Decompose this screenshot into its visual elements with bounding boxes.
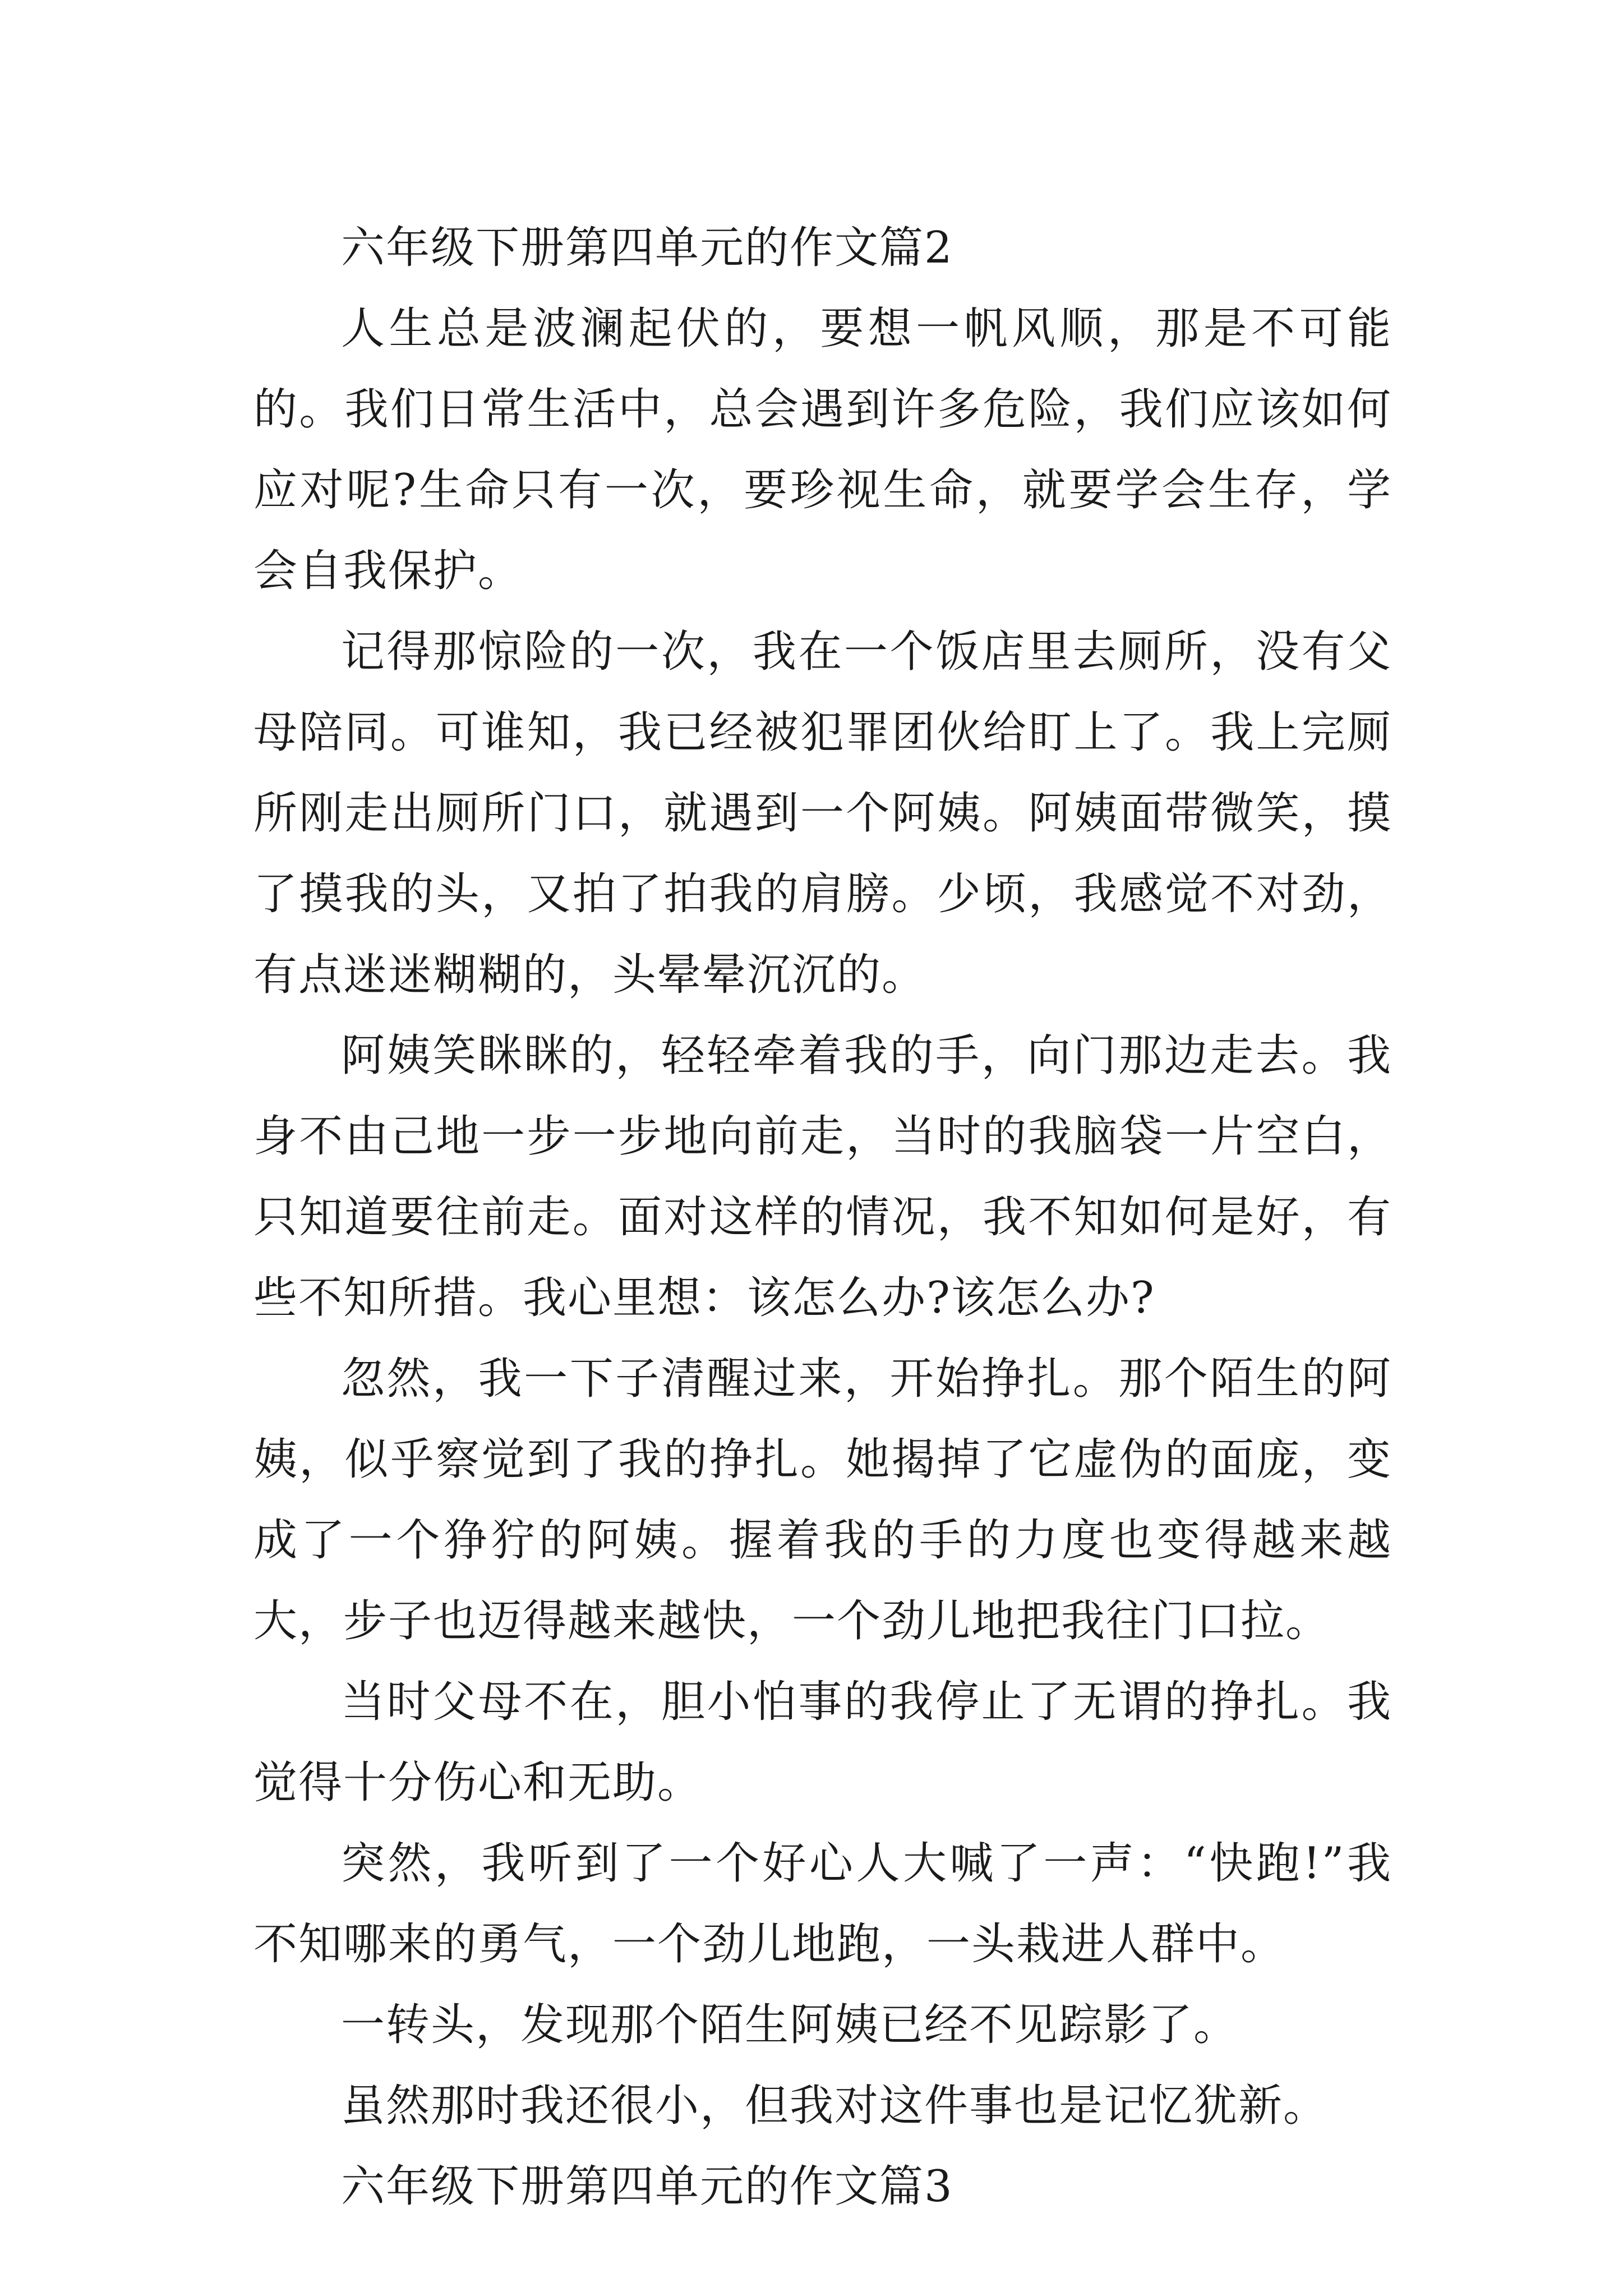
essay-body <box>253 208 1392 2227</box>
section-heading: 六年级下册第四单元的作文篇3 <box>341 2161 953 2212</box>
paragraph: 突然，我听到了一个好心人大喊了一声：“快跑!”我不知哪来的勇气，一个劲儿地跑，一头栽进人群中。 <box>253 1838 1392 1970</box>
paragraph: 一转头，发现那个陌生阿姨已经不见踪影了。 <box>341 2000 1239 2050</box>
section-heading: 六年级下册第四单元的作文篇2 <box>341 223 953 273</box>
paragraph: 人生总是波澜起伏的，要想一帆风顺，那是不可能的。我们日常生活中，总会遇到许多危险，我们应该如何应对呢?生命只有一次，要珍视生命，就要学会生存，学会自我保护。 <box>253 303 1392 596</box>
paragraph: 虽然那时我还很小，但我对这件事也是记忆犹新。 <box>341 2081 1329 2131</box>
paragraph: 记得那惊险的一次，我在一个饭店里去厕所，没有父母陪同。可谁知，我已经被犯罪团伙给盯上了。我上完厕所刚走出厕所门口，就遇到一个阿姨。阿姨面带微笑，摸了摸我的头，又拍了拍我的肩膀。少顷，我感觉不对劲，有点迷迷糊糊的，头晕晕沉沉的。 <box>253 627 1392 1000</box>
paragraph: 阿姨笑眯眯的，轻轻牵着我的手，向门那边走去。我身不由己地一步一步地向前走，当时的我脑袋一片空白，只知道要往前走。面对这样的情况，我不知如何是好，有些不知所措。我心里想：该怎么办?该怎么办? <box>253 1030 1392 1323</box>
paragraph: 当时父母不在，胆小怕事的我停止了无谓的挣扎。我觉得十分伤心和无助。 <box>253 1677 1392 1808</box>
paragraph: 忽然，我一下子清醒过来，开始挣扎。那个陌生的阿姨，似乎察觉到了我的挣扎。她揭掉了它虚伪的面庞，变成了一个狰狞的阿姨。握着我的手的力度也变得越来越大，步子也迈得越来越快，一个劲儿地把我往门口拉。 <box>253 1354 1392 1646</box>
